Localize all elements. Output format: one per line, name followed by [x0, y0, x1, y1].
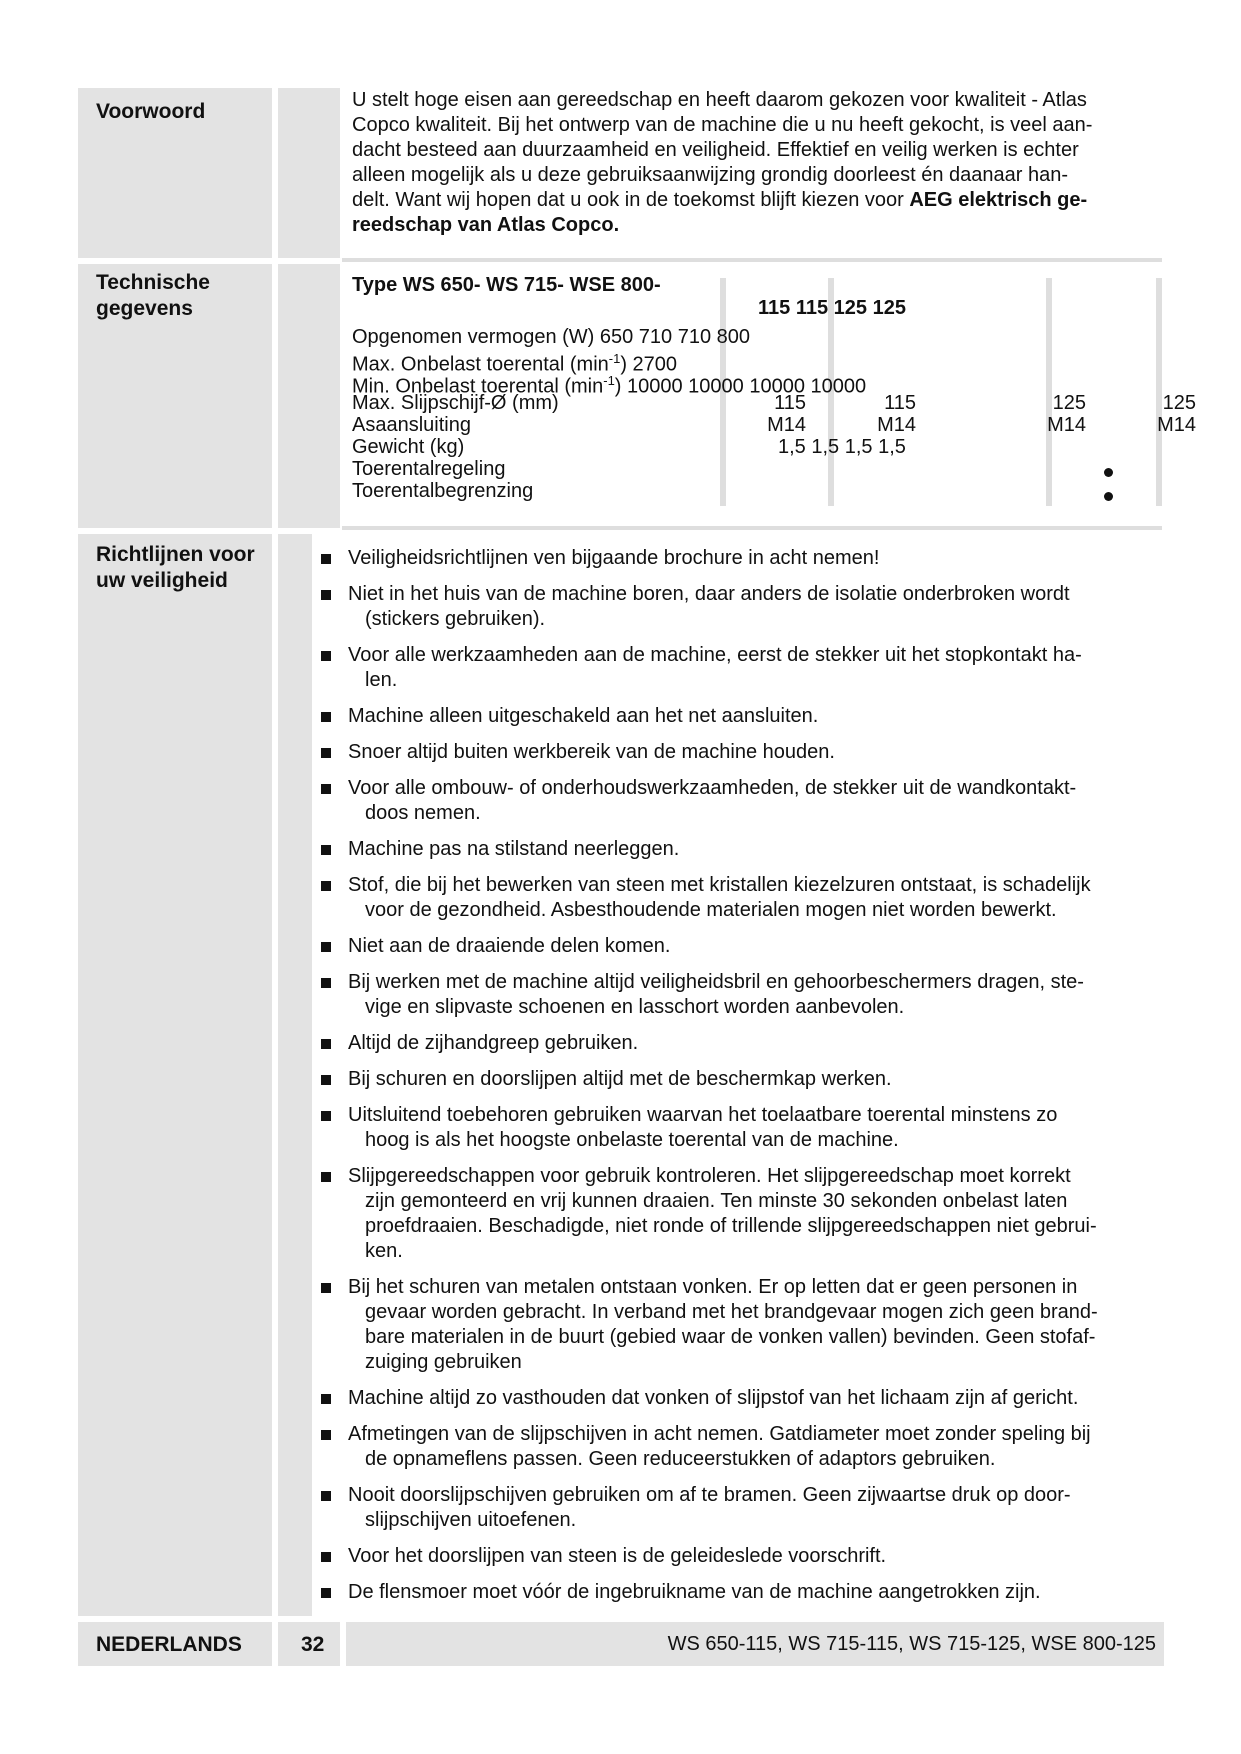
- bullet-square-icon: [321, 712, 331, 722]
- foreword-line: [352, 213, 1172, 238]
- safety-item-line: (stickers gebruiken).: [365, 608, 546, 630]
- spec-cell: M14: [1047, 414, 1086, 436]
- footer-language: NEDERLANDS: [96, 1633, 242, 1656]
- safety-item-line: De flensmoer moet vóór de ingebruikname van de machine aangetrokken zijn.: [348, 1581, 1041, 1603]
- spec-bottom-rule: [342, 526, 1162, 530]
- safety-list-item: [316, 1544, 1186, 1569]
- safety-list-item: [316, 1164, 1186, 1264]
- safety-item-line: de opnameflens passen. Geen reduceerstukken of adaptors gebruiken.: [365, 1448, 996, 1470]
- section-title-line: gegevens: [96, 297, 193, 320]
- gutter-column-voorwoord: [278, 88, 340, 258]
- safety-item-line: gevaar worden gebracht. In verband met het brandgevaar mogen zich geen brand-: [365, 1301, 1098, 1323]
- spec-cell: 125: [1162, 392, 1196, 414]
- foreword-line: U stelt hoge eisen aan gereedschap en heeft daarom gekozen voor kwaliteit - Atlas: [352, 89, 1087, 111]
- bullet-square-icon: [321, 1172, 331, 1182]
- spec-row-label: Toerentalbegrenzing: [352, 480, 534, 502]
- safety-item-line: Machine altijd zo vasthouden dat vonken of slijpstof van het lichaam zijn af gericht.: [348, 1387, 1079, 1409]
- spec-cell: 115: [774, 392, 806, 414]
- bullet-square-icon: [321, 1430, 331, 1440]
- spec-cell: 115: [884, 392, 916, 414]
- bullet-square-icon: [321, 1283, 331, 1293]
- bullet-square-icon: [321, 748, 331, 758]
- type-heading: Type WS 650- WS 715- WSE 800-: [352, 274, 661, 296]
- safety-item-line: len.: [365, 669, 398, 691]
- section-title-line: uw veiligheid: [96, 569, 228, 592]
- bullet-square-icon: [321, 1075, 331, 1085]
- spec-cell: M14: [767, 414, 806, 436]
- safety-item-line: Uitsluitend toebehoren gebruiken waarvan het toelaatbare toerental minstens zo: [348, 1104, 1058, 1126]
- safety-item-line: proefdraaien. Beschadigde, niet ronde of trillende slijpgereedschappen niet gebrui-: [365, 1215, 1097, 1237]
- spec-table: [352, 272, 1196, 522]
- section-title-technische: [96, 270, 210, 322]
- safety-item-line: Veiligheidsrichtlijnen ven bijgaande brochure in acht nemen!: [348, 547, 880, 569]
- foreword-line-bold: reedschap van Atlas Copco.: [352, 214, 620, 236]
- section-title-veiligheid: [96, 542, 255, 594]
- safety-list-item: [316, 873, 1186, 923]
- spec-label: Min. Onbelast toerental (min: [352, 375, 604, 398]
- safety-list-item: [316, 1031, 1186, 1056]
- safety-list-item: [316, 740, 1186, 765]
- spec-row-label: Gewicht (kg): [352, 436, 465, 458]
- safety-item-line: Machine pas na stilstand neerleggen.: [348, 838, 680, 860]
- section-title-line: Richtlijnen voor: [96, 543, 255, 566]
- safety-item-line: Voor alle werkzaamheden aan de machine, eerst de stekker uit het stopkontakt ha-: [348, 644, 1082, 666]
- spec-value: ) 2700: [620, 353, 678, 376]
- safety-list-item: [316, 1580, 1186, 1605]
- bullet-square-icon: [321, 845, 331, 855]
- safety-item-line: slijpschijven uitoefenen.: [365, 1509, 577, 1531]
- superscript: -1: [608, 351, 621, 366]
- bullet-square-icon: [321, 942, 331, 952]
- safety-item-line: Nooit doorslijpschijven gebruiken om af te bramen. Geen zijwaartse druk op door-: [348, 1484, 1071, 1506]
- type-subheading: 115 115 125 125: [758, 297, 906, 319]
- safety-item-line: doos nemen.: [365, 802, 481, 824]
- spec-cell: 125: [1052, 392, 1086, 414]
- safety-item-line: Bij werken met de machine altijd veiligheidsbril en gehoorbeschermers dragen, ste-: [348, 971, 1084, 993]
- safety-item-line: Snoer altijd buiten werkbereik van de machine houden.: [348, 741, 835, 763]
- safety-item-line: Afmetingen van de slijpschijven in acht nemen. Gatdiameter moet zonder speling bij: [348, 1423, 1091, 1445]
- safety-list-item: [316, 1067, 1186, 1092]
- safety-list-item: [316, 546, 1186, 571]
- bullet-square-icon: [321, 554, 331, 564]
- foreword-line: Copco kwaliteit. Bij het ontwerp van de machine die u nu heeft gekocht, is veel aan-: [352, 114, 1093, 136]
- foreword-line: alleen mogelijk als u deze gebruiksaanwijzing grondig doorleest én daanaar han-: [352, 164, 1069, 186]
- safety-item-line: zuiging gebruiken: [365, 1351, 522, 1373]
- safety-list-item: [316, 704, 1186, 729]
- foreword-line: dacht besteed aan duurzaamheid en veiligheid. Effektief en veilig werken is echter: [352, 139, 1079, 161]
- safety-item-line: ken.: [365, 1240, 403, 1262]
- bullet-square-icon: [321, 784, 331, 794]
- bullet-square-icon: [321, 1552, 331, 1562]
- spec-row-label: Asaansluiting: [352, 414, 471, 436]
- spec-row-label: Max. Slijpschijf-Ø (mm): [352, 392, 559, 414]
- safety-item-line: Bij het schuren van metalen ontstaan vonken. Er op letten dat er geen personen in: [348, 1276, 1078, 1298]
- section-title-line: Technische: [96, 271, 210, 294]
- spec-weight-values: 1,5 1,5 1,5 1,5: [778, 436, 906, 458]
- safety-list-item: [316, 1422, 1186, 1472]
- feature-bullet-icon: [1104, 492, 1113, 501]
- safety-list-item: [316, 643, 1186, 693]
- safety-item-line: Stof, die bij het bewerken van steen met kristallen kiezelzuren ontstaat, is schadelijk: [348, 874, 1091, 896]
- bullet-square-icon: [321, 1039, 331, 1049]
- safety-list-item: [316, 970, 1186, 1020]
- bullet-square-icon: [321, 881, 331, 891]
- foreword-line-normal: delt. Want wij hopen dat u ook in de toekomst blijft kiezen voor: [352, 189, 910, 211]
- footer-models: WS 650-115, WS 715-115, WS 715-125, WSE 800-125: [667, 1633, 1156, 1655]
- safety-list-item: [316, 1103, 1186, 1153]
- bullet-square-icon: [321, 1111, 331, 1121]
- bullet-square-icon: [321, 1394, 331, 1404]
- safety-list: [316, 546, 1186, 1616]
- safety-item-line: Bij schuren en doorslijpen altijd met de beschermkap werken.: [348, 1068, 892, 1090]
- gutter-column-technische: [278, 264, 340, 528]
- gutter-column-veiligheid: [278, 534, 312, 1616]
- safety-item-line: voor de gezondheid. Asbesthoudende materialen mogen niet worden bewerkt.: [365, 899, 1057, 921]
- safety-list-item: [316, 837, 1186, 862]
- safety-item-line: hoog is als het hoogste onbelaste toerental van de machine.: [365, 1129, 899, 1151]
- label-column-veiligheid: [78, 534, 272, 1616]
- safety-item-line: Voor het doorslijpen van steen is de geleideslede voorschrift.: [348, 1545, 887, 1567]
- spec-row-power: Opgenomen vermogen (W) 650 710 710 800: [352, 326, 751, 348]
- safety-item-line: Altijd de zijhandgreep gebruiken.: [348, 1032, 639, 1054]
- safety-list-item: [316, 1483, 1186, 1533]
- spec-value: ) 10000 10000 10000 10000: [614, 375, 867, 398]
- feature-bullet-icon: [1104, 468, 1113, 477]
- safety-list-item: [316, 776, 1186, 826]
- safety-list-item: [316, 1386, 1186, 1411]
- safety-item-line: Niet aan de draaiende delen komen.: [348, 935, 671, 957]
- safety-item-line: Voor alle ombouw- of onderhoudswerkzaamheden, de stekker uit de wandkontakt-: [348, 777, 1077, 799]
- section-title-voorwoord: Voorwoord: [96, 100, 206, 123]
- safety-item-line: Machine alleen uitgeschakeld aan het net aansluiten.: [348, 705, 819, 727]
- safety-item-line: Slijpgereedschappen voor gebruik kontroleren. Het slijpgereedschap moet korrekt: [348, 1165, 1071, 1187]
- safety-item-line: Niet in het huis van de machine boren, daar anders de isolatie onderbroken wordt: [348, 583, 1070, 605]
- bullet-square-icon: [321, 1588, 331, 1598]
- safety-list-item: [316, 1275, 1186, 1375]
- bullet-square-icon: [321, 1491, 331, 1501]
- safety-item-line: vige en slipvaste schoenen en lasschort worden aanbevolen.: [365, 996, 905, 1018]
- spec-label: Max. Onbelast toerental (min: [352, 353, 609, 376]
- foreword-line: [352, 188, 1172, 213]
- spec-row-label: Toerentalregeling: [352, 458, 506, 480]
- foreword-text: [352, 88, 1172, 238]
- safety-list-item: [316, 582, 1186, 632]
- safety-item-line: zijn gemonteerd en vrij kunnen draaien. Ten minste 30 sekonden onbelast laten: [365, 1190, 1068, 1212]
- bullet-square-icon: [321, 590, 331, 600]
- safety-item-line: bare materialen in de buurt (gebied waar de vonken vallen) bevinden. Geen stofaf-: [365, 1326, 1096, 1348]
- foreword-line-bold: AEG elektrisch ge-: [909, 189, 1088, 211]
- spec-cell: M14: [1157, 414, 1196, 436]
- spec-top-rule: [342, 258, 1162, 262]
- bullet-square-icon: [321, 978, 331, 988]
- safety-list-item: [316, 934, 1186, 959]
- footer-page-number: 32: [301, 1633, 325, 1656]
- superscript: -1: [603, 373, 615, 388]
- spec-cell: M14: [877, 414, 916, 436]
- bullet-square-icon: [321, 651, 331, 661]
